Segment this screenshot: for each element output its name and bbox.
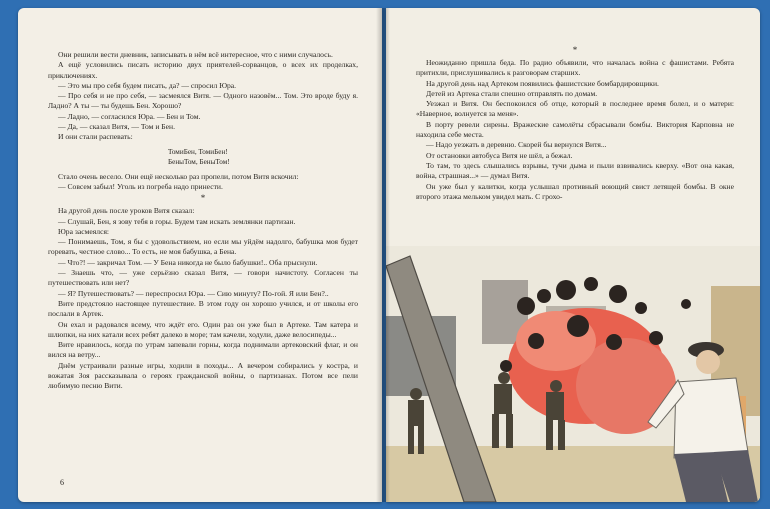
paragraph: Детей из Артека стали спешно отправлять по домам.: [426, 88, 598, 98]
paragraph: Юра засмеялся:: [58, 226, 110, 236]
book-gutter: [376, 8, 390, 502]
paragraph: И они стали распевать:: [58, 132, 133, 142]
illustration-svg: [386, 246, 760, 502]
paragraph: Днём устраивали разные игры, ходили в походы... А вечером собирались у костра, и вожатая Зоя рассказывала о героях гражданской войны, о партизанах. Потом все пели любимую песню Вити.: [48, 360, 358, 391]
paragraph: — Совсем забыл! Уголь из погреба надо принести.: [58, 181, 223, 191]
section-separator: *: [572, 45, 578, 55]
paragraph: — Я? Путешествовать? — переспросил Юра. — Сию минуту? По-гой. Я или Бен?..: [58, 288, 329, 298]
smoke-blot: [500, 360, 512, 372]
paragraph: Он ехал и радовался всему, что ждёт его. Один раз он уже был в Артеке. Там катера и шлюпки, на них катали всех ребят далеко в море; там качели, ходули, даже велосипеды...: [48, 319, 358, 339]
paragraph: — Понимаешь, Том, я бы с удовольствием, но если мы уйдём надолго, бабушка моя будет горевать, честное слово... То есть, не моя бабушка, а Бена.: [48, 237, 358, 257]
paragraph: Вите нравилось, когда по утрам запевали горны, когда поднимали артековский флаг, и он вился на ветру...: [48, 340, 358, 360]
paragraph: Неожиданно пришла беда. По радио объявили, что началась война с фашистами. Ребята притихли, прислушивались к разговорам старших.: [416, 58, 734, 78]
smoke-blot: [609, 285, 627, 303]
paragraph: — Да, — сказал Витя, — Том и Бен.: [58, 122, 175, 132]
smoke-blot: [567, 315, 589, 337]
smoke-blot: [649, 331, 663, 345]
section-separator: *: [200, 193, 206, 204]
paragraph: От остановки автобуса Витя не шёл, а бежал.: [426, 150, 573, 160]
paragraph: А ещё условились писать историю двух приятелей-сорванцов, о всех их проделках, приключениях.: [48, 60, 358, 80]
smoke-blot: [556, 280, 576, 300]
paragraph: — Надо уезжать в деревню. Скорей бы вернулся Витя...: [426, 140, 607, 150]
smoke-blot: [606, 334, 622, 350]
paragraph: — Про себя и не про себя, — засмеялся Витя. — Одного назовём... Том. Это вроде буду я. Ладно? А ты — ты будешь Бен. Хорошо?: [48, 91, 358, 111]
paragraph: Стало очень весело. Они ещё несколько раз пропели, потом Витя вскочил:: [58, 171, 299, 181]
paragraph: Он уже был у калитки, когда услышал противный воющий свист летящей бомбы. В окне второго этажа мельком увидел мать. С грохо-: [416, 181, 734, 201]
left-page-text: [48, 50, 358, 392]
paragraph: — Знаешь что, — уже серьёзно сказал Витя, — говори начистоту. Согласен ты путешествовать или нет?: [48, 268, 358, 288]
paragraph: — Слушай, Бен, я зову тебя в горы. Будем там искать землянки партизан.: [58, 216, 296, 226]
paragraph: То там, то здесь слышались взрывы, тучи дыма и пыли взвивались кверху. «Вот она какая, война, страшная...» — думал Витя.: [416, 160, 734, 181]
paragraph: — Что?! — закричал Том. — У Бена никогда не было бабушки!.. Оба прыснули.: [58, 257, 318, 267]
paragraph: Они решили вести дневник, записывать в нём всё интересное, что с ними случалось.: [58, 50, 333, 59]
left-page: [18, 8, 382, 502]
war-scene-illustration: [386, 246, 760, 502]
smoke-blot: [517, 297, 535, 315]
smoke-blot: [635, 302, 647, 314]
paragraph: На другой день над Артеком появились фашистские бомбардировщики.: [426, 78, 659, 88]
song-line: ТомиБен, ТомиБен!: [168, 147, 228, 156]
open-book: [18, 8, 760, 502]
smoke-blot: [537, 289, 551, 303]
song-verse: [168, 147, 358, 167]
smoke-blot: [584, 277, 598, 291]
page-number: 6: [60, 478, 64, 487]
right-page-text: [416, 44, 734, 202]
right-page: [386, 8, 760, 502]
paragraph: Уезжал и Витя. Он беспокоился об отце, который в последнее время болел, и о матери: «Наверное, волнуется за меня».: [416, 99, 734, 119]
paragraph: — Ладно, — согласился Юра. — Бен и Том.: [58, 111, 201, 121]
paragraph: — Это мы про себя будем писать, да? — спросил Юра.: [58, 80, 237, 90]
paragraph: На другой день после уроков Витя сказал:: [58, 206, 195, 216]
smoke-blot: [528, 333, 544, 349]
song-line: БеныТом, БеныТом!: [168, 157, 230, 166]
paragraph: В порту ревели сирены. Вражеские самолёты сбрасывали бомбы. Виктория Карповна не находила себе места.: [416, 119, 734, 140]
smoke-blot: [681, 299, 691, 309]
paragraph: Вите предстояло настоящее путешествие. В этом году он хорошо учился, и от школы его послали в Артек.: [48, 298, 358, 319]
